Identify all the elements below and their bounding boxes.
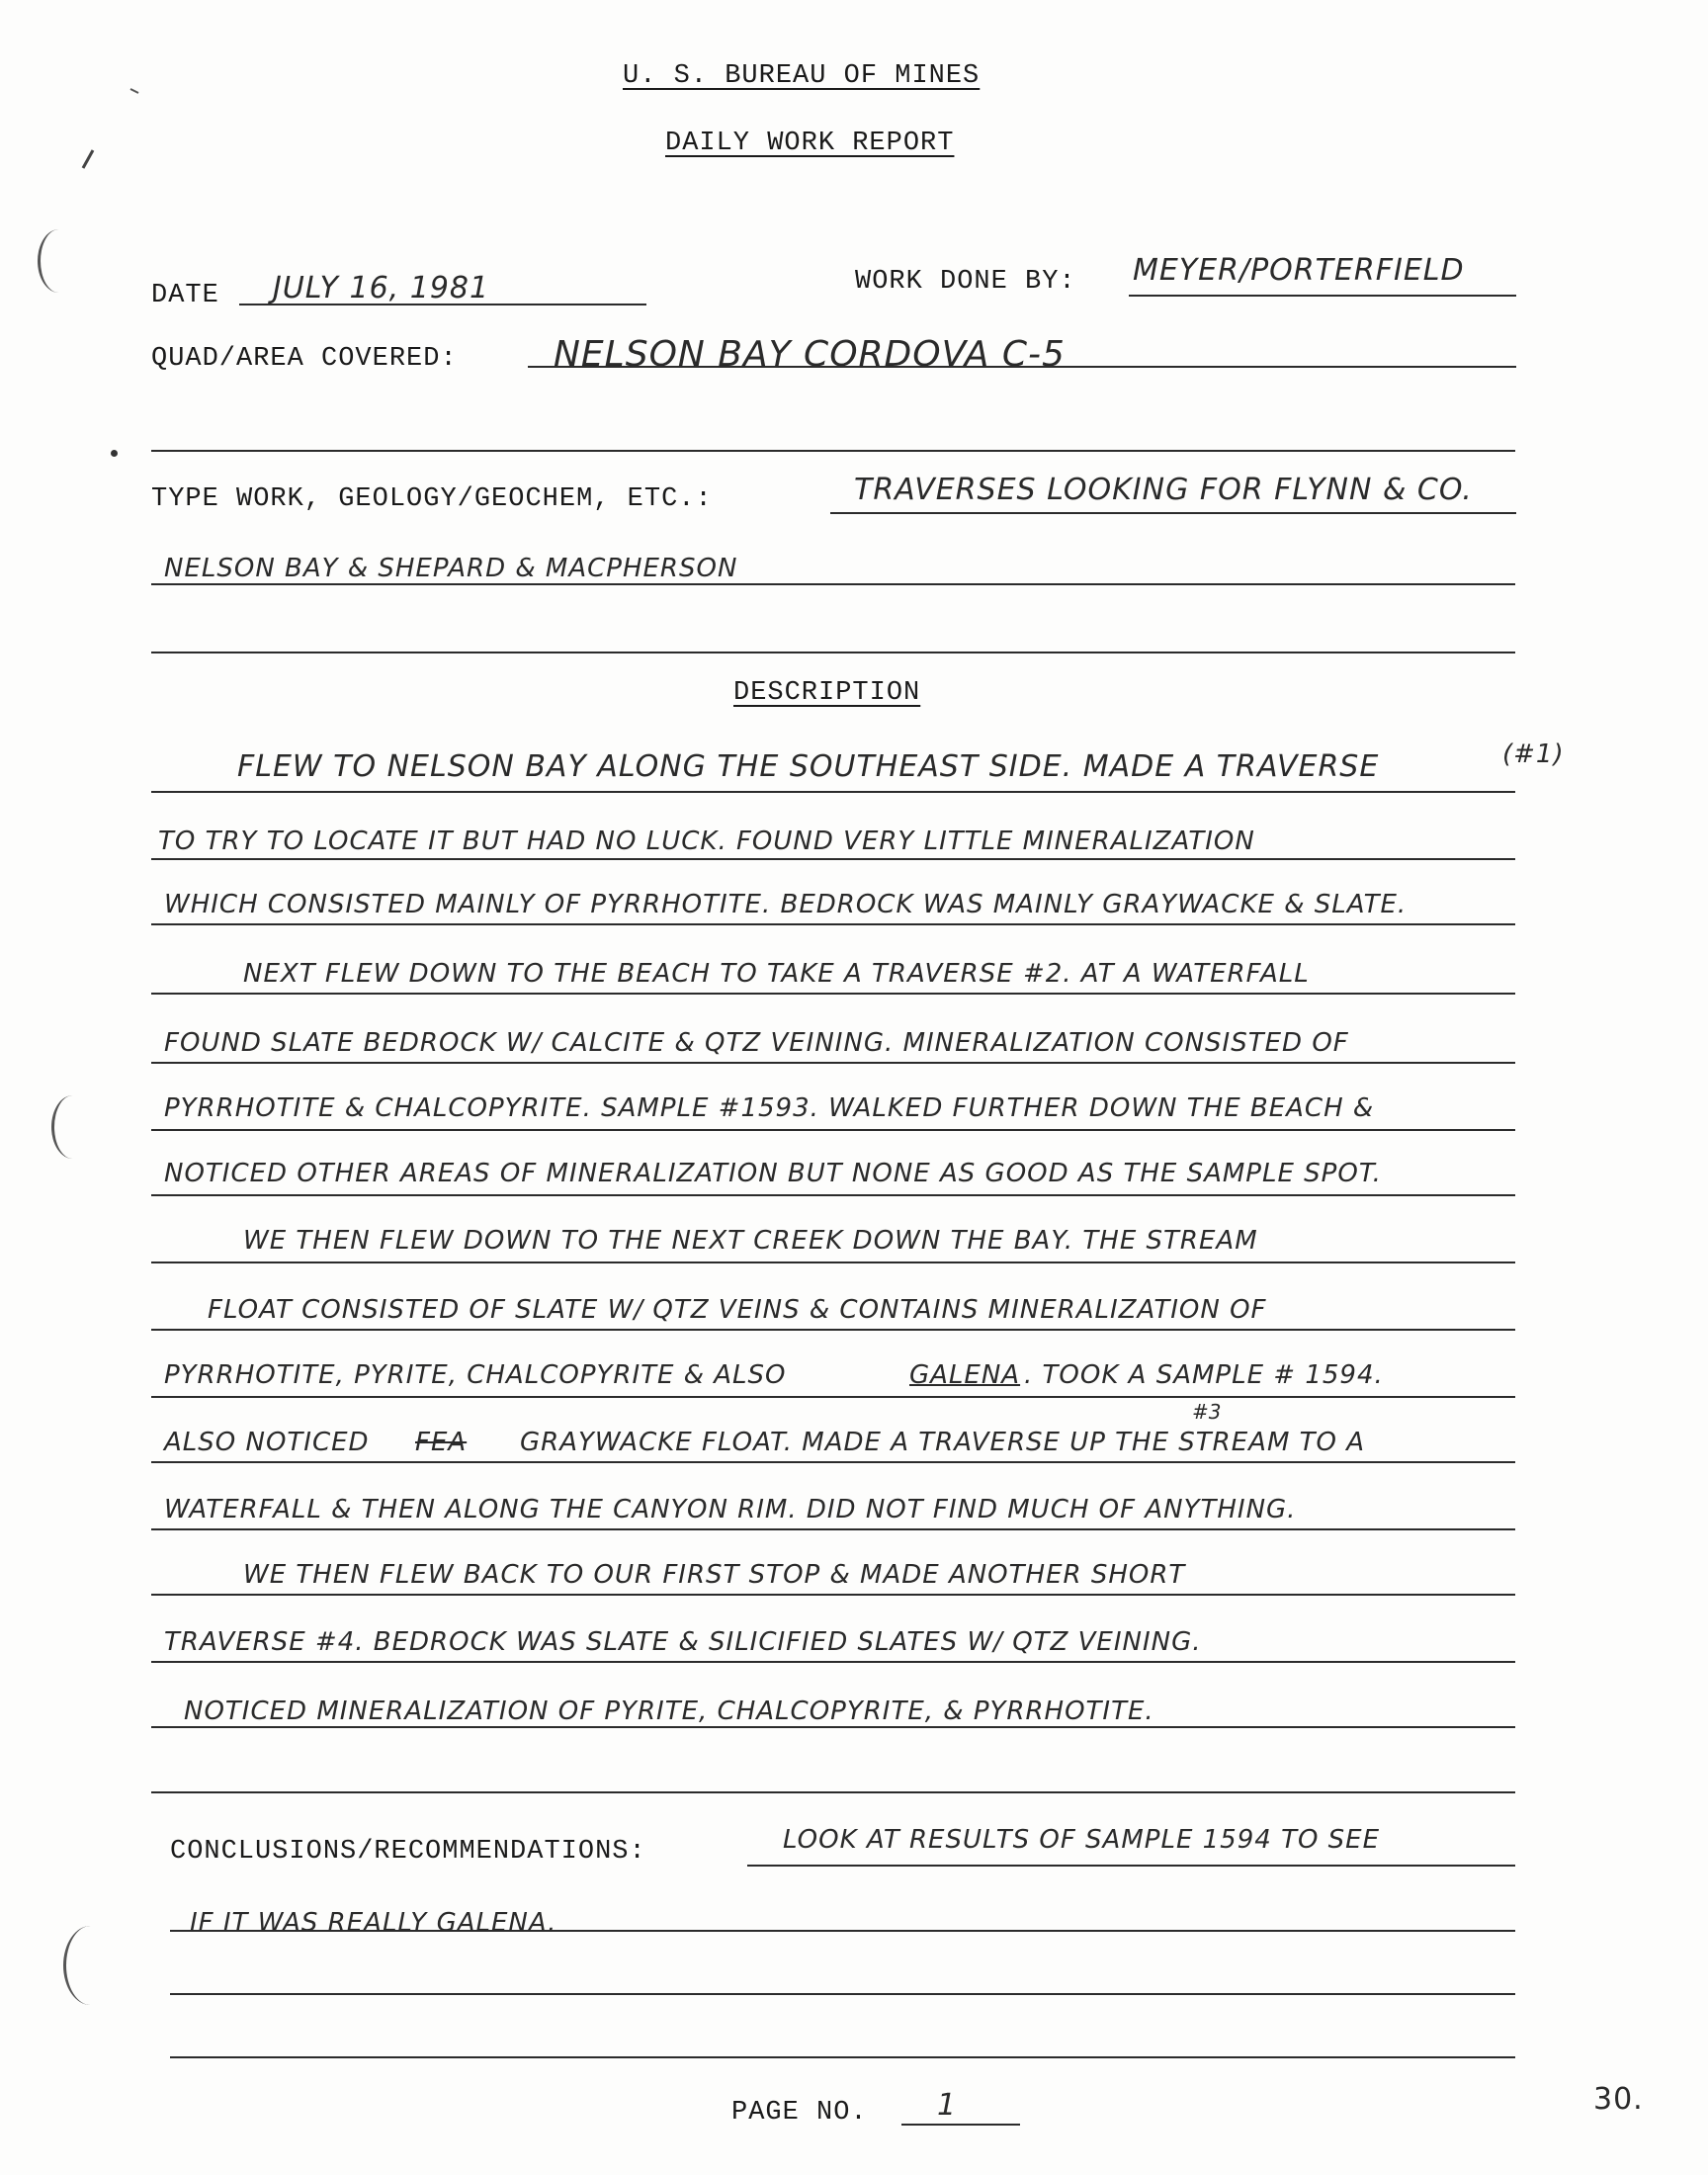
description-rule-16 <box>151 1791 1515 1793</box>
conclusions-rule-1 <box>747 1865 1515 1867</box>
description-line-12: GRAYWACKE FLOAT. MADE A TRAVERSE UP THE STREAM TO A <box>520 1428 1366 1457</box>
punch-hole-top <box>38 229 80 293</box>
description-line-11: ALSO NOTICED <box>164 1428 370 1457</box>
date-value: JULY 16, 1981 <box>273 271 490 305</box>
description-rule-13 <box>151 1594 1515 1596</box>
work-done-by-value: MEYER/PORTERFIELD <box>1133 253 1465 288</box>
description-heading: DESCRIPTION <box>733 678 921 708</box>
galena-word: GALENA <box>909 1360 1021 1390</box>
conclusions-line-1: LOOK AT RESULTS OF SAMPLE 1594 TO SEE <box>783 1825 1381 1855</box>
type-work-value-line2: NELSON BAY & SHEPARD & MACPHERSON <box>164 554 738 583</box>
description-line-6: PYRRHOTITE & CHALCOPYRITE. SAMPLE #1593. WALKED FURTHER DOWN THE BEACH & <box>164 1093 1375 1123</box>
date-label: DATE <box>151 281 219 310</box>
description-line-5: FOUND SLATE BEDROCK W/ CALCITE & QTZ VEINING. MINERALIZATION CONSISTED OF <box>164 1028 1349 1058</box>
description-line-13: WATERFALL & THEN ALONG THE CANYON RIM. DID NOT FIND MUCH OF ANYTHING. <box>164 1495 1297 1524</box>
page-number-line <box>901 2124 1020 2126</box>
description-line-7: NOTICED OTHER AREAS OF MINERALIZATION BUT NONE AS GOOD AS THE SAMPLE SPOT. <box>164 1159 1382 1188</box>
description-line-10: PYRRHOTITE, PYRITE, CHALCOPYRITE & ALSO <box>164 1360 787 1390</box>
description-line-8: WE THEN FLEW DOWN TO THE NEXT CREEK DOWN THE BAY. THE STREAM <box>243 1226 1258 1256</box>
quad-line-1 <box>528 366 1516 368</box>
description-line-3: WHICH CONSISTED MAINLY OF PYRRHOTITE. BEDROCK WAS MAINLY GRAYWACKE & SLATE. <box>164 890 1408 919</box>
description-line-2: TO TRY TO LOCATE IT BUT HAD NO LUCK. FOUND VERY LITTLE MINERALIZATION <box>158 826 1255 856</box>
description-rule-14 <box>151 1661 1515 1663</box>
description-rule-8 <box>151 1262 1515 1263</box>
description-rule-15 <box>151 1726 1515 1728</box>
description-rule-5 <box>151 1062 1515 1064</box>
description-line-4: NEXT FLEW DOWN TO THE BEACH TO TAKE A TRAVERSE #2. AT A WATERFALL <box>243 959 1310 989</box>
description-line-16: NOTICED MINERALIZATION OF PYRITE, CHALCOPYRITE, & PYRRHOTITE. <box>184 1696 1154 1726</box>
description-rule-3 <box>151 923 1515 925</box>
conclusions-rule-2 <box>170 1930 1515 1932</box>
corner-number: 30. <box>1593 2082 1644 2117</box>
quad-line-2 <box>151 450 1515 452</box>
struck-word: FEA <box>415 1428 468 1457</box>
conclusions-line-2: IF IT WAS REALLY GALENA. <box>190 1908 557 1938</box>
form-title: DAILY WORK REPORT <box>665 129 955 158</box>
type-work-line-1 <box>830 512 1516 514</box>
work-done-by-label: WORK DONE BY: <box>855 267 1076 297</box>
description-rule-11 <box>151 1461 1515 1463</box>
stray-tick-mark-2 <box>128 87 142 97</box>
quad-label: QUAD/AREA COVERED: <box>151 344 458 374</box>
traverse-3-mark: #3 <box>1192 1400 1222 1424</box>
punch-hole-middle <box>51 1095 94 1159</box>
description-rule-1 <box>151 791 1515 793</box>
conclusions-label: CONCLUSIONS/RECOMMENDATIONS: <box>170 1837 646 1867</box>
description-rule-6 <box>151 1129 1515 1131</box>
work-done-by-line <box>1129 295 1516 297</box>
conclusions-rule-3 <box>170 1993 1515 1995</box>
description-line-9: FLOAT CONSISTED OF SLATE W/ QTZ VEINS & CONTAINS MINERALIZATION OF <box>208 1295 1267 1325</box>
punch-hole-bottom <box>63 1926 118 2005</box>
conclusions-rule-4 <box>170 2056 1515 2058</box>
type-work-value-line1: TRAVERSES LOOKING FOR FLYNN & CO. <box>854 473 1473 507</box>
quad-value: NELSON BAY CORDOVA C-5 <box>554 334 1066 375</box>
type-work-line-3 <box>151 652 1515 653</box>
traverse-1-mark: (#1) <box>1502 740 1565 769</box>
description-rule-12 <box>151 1528 1515 1530</box>
type-work-label: TYPE WORK, GEOLOGY/GEOCHEM, ETC.: <box>151 484 713 514</box>
page-number-value: 1 <box>937 2088 958 2123</box>
page-number-label: PAGE NO. <box>731 2098 868 2128</box>
stray-mark <box>111 450 118 457</box>
description-rule-2 <box>151 858 1515 860</box>
type-work-line-2 <box>151 583 1515 585</box>
stray-tick-mark <box>79 148 99 172</box>
description-line-1: FLEW TO NELSON BAY ALONG THE SOUTHEAST SIDE. MADE A TRAVERSE <box>237 749 1380 784</box>
description-rule-9 <box>151 1329 1515 1331</box>
description-line-14: WE THEN FLEW BACK TO OUR FIRST STOP & MADE ANOTHER SHORT <box>243 1560 1186 1590</box>
sample-1594-text: . TOOK A SAMPLE # 1594. <box>1024 1360 1384 1390</box>
agency-title: U. S. BUREAU OF MINES <box>623 61 981 91</box>
description-rule-4 <box>151 993 1515 995</box>
description-rule-7 <box>151 1194 1515 1196</box>
description-line-15: TRAVERSE #4. BEDROCK WAS SLATE & SILICIFIED SLATES W/ QTZ VEINING. <box>164 1627 1202 1657</box>
description-rule-10 <box>151 1396 1515 1398</box>
